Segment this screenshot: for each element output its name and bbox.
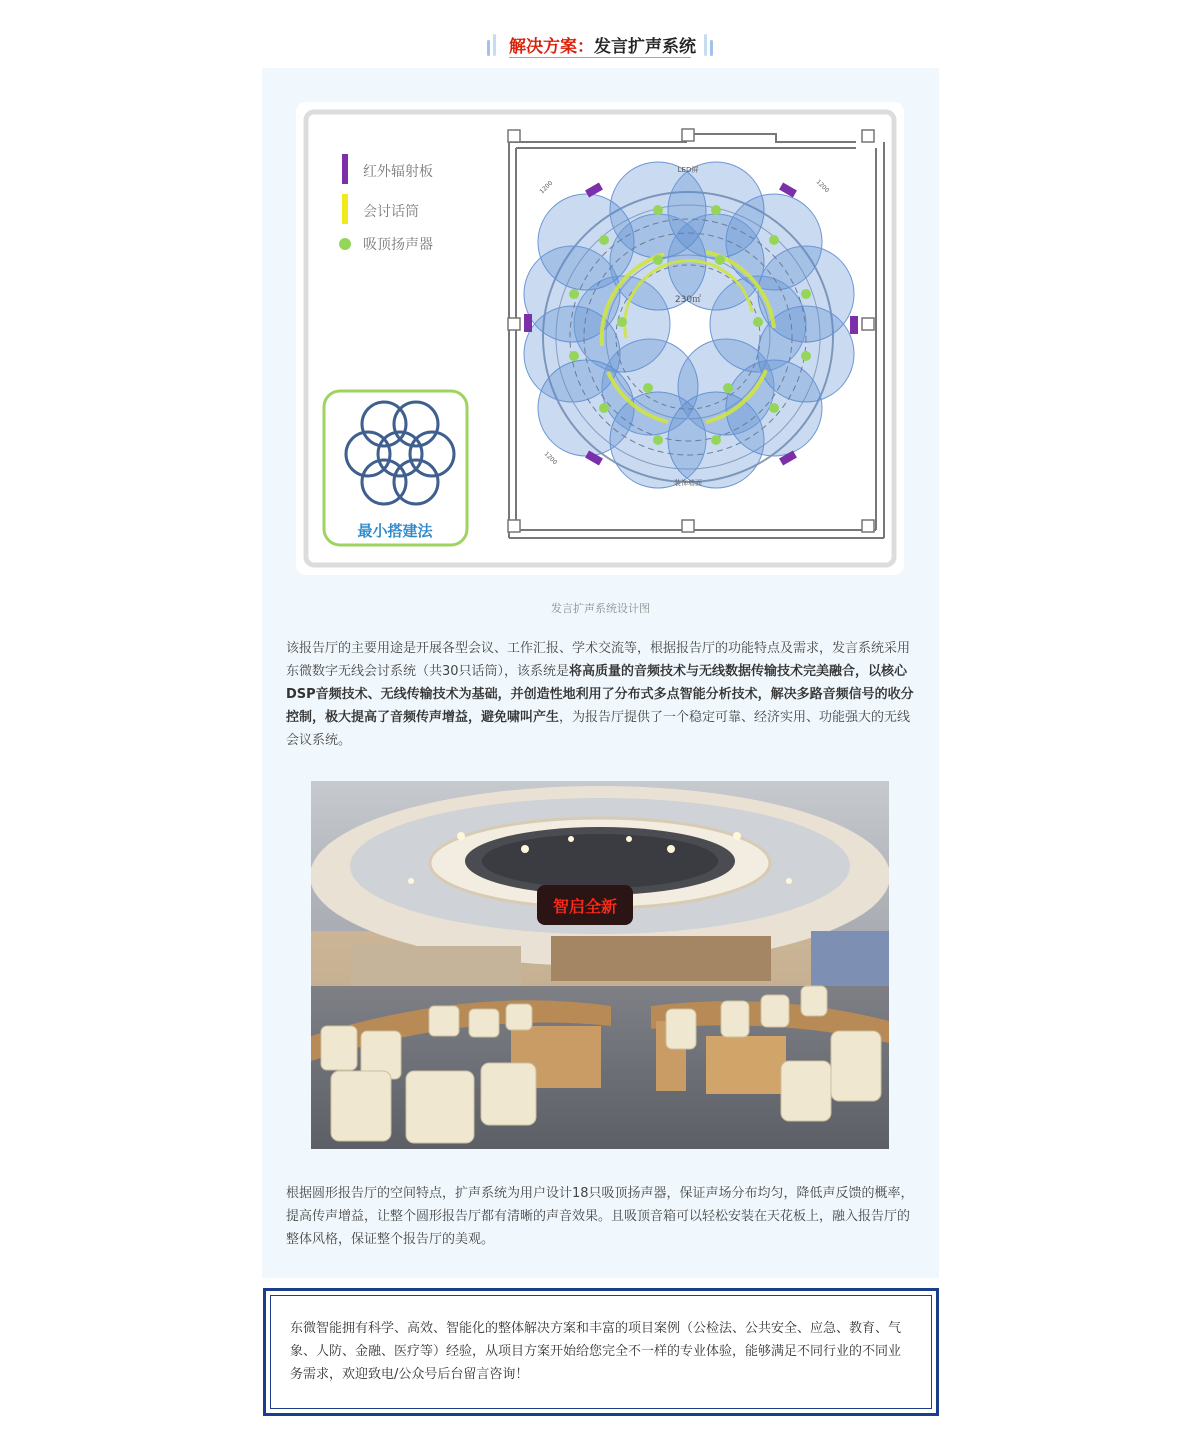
legend-label-microphone: 会讨话筒 bbox=[363, 204, 419, 220]
speaker-legend-icon bbox=[339, 238, 351, 250]
decor-bar bbox=[710, 40, 713, 56]
system-design-diagram bbox=[296, 102, 904, 575]
page-title bbox=[509, 32, 696, 57]
section-header bbox=[0, 28, 1200, 64]
auditorium-photo bbox=[311, 781, 889, 1149]
title-underline bbox=[509, 57, 691, 58]
decor-bar bbox=[487, 40, 490, 56]
legend-label-speaker: 吸顶扬声器 bbox=[363, 237, 433, 253]
intro-text: 该报告厅的主要用途是开展各型会议、工作汇报、学术交流等，根据报告厅的功能特点及需求，发言系统采用东微数字无线会讨系统（共30只话筒），该系统是 bbox=[286, 641, 911, 679]
microphone-legend-icon bbox=[342, 194, 348, 224]
intro-text-end: ，为报告厅提供了一个稳定可靠、经济实用、功能强大的无线会议系统。 bbox=[286, 710, 911, 748]
led-screen-label: LED屏 bbox=[677, 166, 699, 174]
speaker-paragraph: 根据圆形报告厅的空间特点，扩声系统为用户设计18只吸顶扬声器，保证声场分布均匀，降低声反馈的概率，提高传声增益，让整个圆形报告厅都有清晰的声音效果。且吸顶音箱可以轻松安装在天花板上，融入报告厅的整体风格，保证整个报告厅的美观。 bbox=[286, 1186, 914, 1247]
legend-label-infrared: 红外辐射板 bbox=[363, 164, 433, 180]
door-label: 1200 bbox=[814, 178, 831, 195]
intro-paragraph bbox=[286, 637, 914, 752]
title-prefix: 解决方案： bbox=[509, 37, 594, 57]
title-main: 发言扩声系统 bbox=[594, 37, 696, 57]
minimal-setup-label: 最小搭建法 bbox=[357, 522, 433, 540]
wall-label: 装饰墙面 bbox=[674, 479, 702, 487]
area-label: 230㎡ bbox=[674, 295, 702, 305]
decor-bar bbox=[493, 34, 496, 56]
door-label: 1200 bbox=[538, 179, 555, 196]
diagram-caption: 发言扩声系统设计图 bbox=[551, 602, 650, 615]
led-ticker-text: 智启全新 bbox=[552, 897, 618, 916]
door-label: 1200 bbox=[542, 450, 559, 467]
decor-bar bbox=[704, 34, 707, 56]
infrared-panel-legend-icon bbox=[342, 154, 348, 184]
company-info-text: 东微智能拥有科学、高效、智能化的整体解决方案和丰富的项目案例（公检法、公共安全、应急、教育、气象、人防、金融、医疗等）经验，从项目方案开始给您完全不一样的专业体验，能够满足不同行业的不同业务需求，欢迎致电/公众号后台留言咨询！ bbox=[290, 1321, 902, 1382]
company-info-box bbox=[263, 1288, 939, 1416]
intro-highlight: 将高质量的音频技术与无线数据传输技术完美融合，以核心DSP音频技术、无线传输技术为基础，并创造性地利用了分布式多点智能分析技术，解决多路音频信号的收分控制，极大提高了音频传声增益，避免啸叫产生 bbox=[286, 664, 914, 725]
